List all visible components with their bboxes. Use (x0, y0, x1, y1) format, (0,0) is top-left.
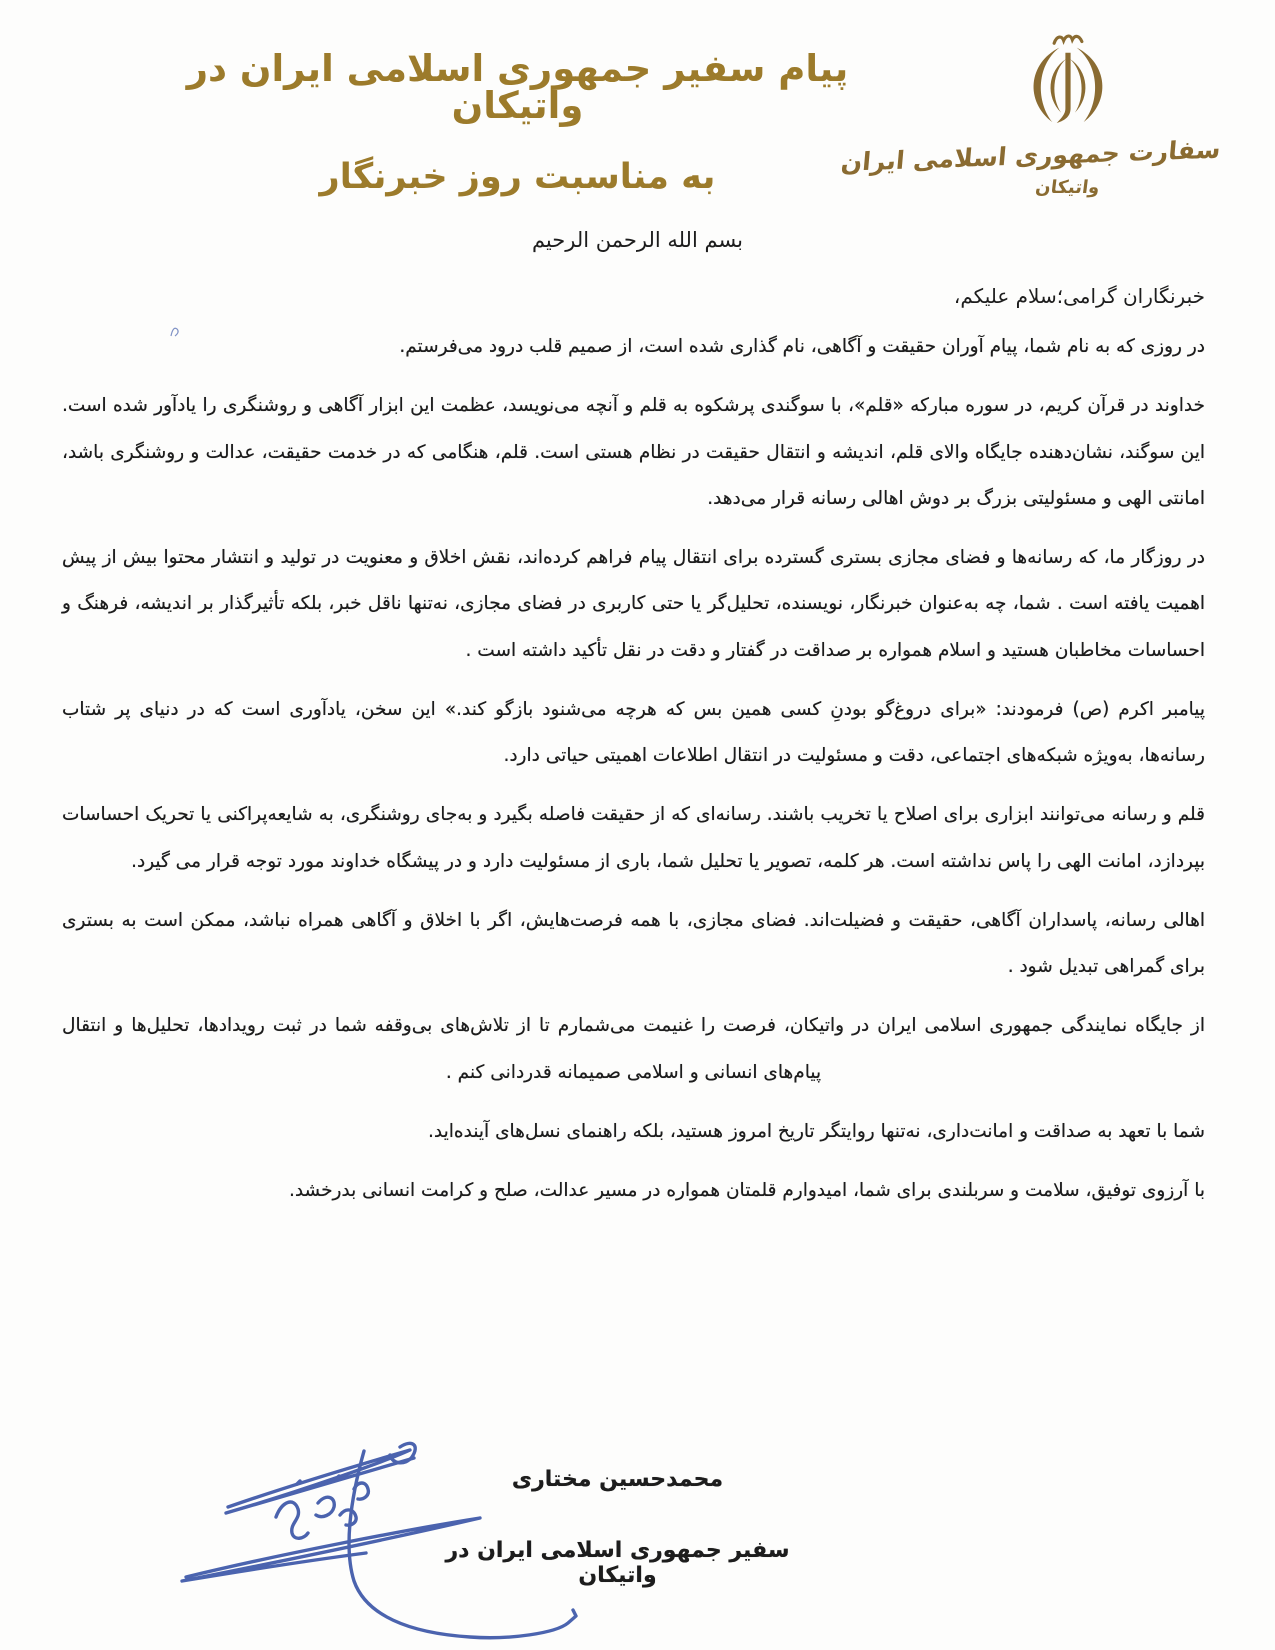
signer-name: محمدحسین مختاری (511, 1467, 724, 1492)
embassy-caption-line2: واتیکان (1034, 177, 1101, 198)
letter-paragraph: از جایگاه نمایندگی جمهوری اسلامی ایران در واتیکان، فرصت را غنیمت می‌شمارم تا از تلاش‌های بی‌وقفه شما در ثبت رویدادها، تحلیل‌ها و انتقال پیام‌های انسانی و اسلامی صمیمانه قدردانی کنم . (62, 1015, 1205, 1083)
letter-paragraph: پیامبر اکرم (ص) فرمودند: «برای دروغ‌گو بودنِ کسی همین بس که هرچه می‌شنود بازگو کند.» این سخن، یادآوری است که در دنیای پر شتاب رسانه‌ها، به‌ویژه شبکه‌های اجتماعی، دقت و مسئولیت در انتقال اطلاعات اهمیتی حیاتی دارد. (62, 698, 1205, 766)
letter-body (0, 324, 1275, 1214)
letter-paragraph: اهالی رسانه، پاسداران آگاهی، حقیقت و فضیلت‌اند. فضای مجازی، با همه فرصت‌هایش، اگر با اخلاق و آگاهی همراه نباشد، ممکن است به بستری برای گمراهی تبدیل شود . (62, 909, 1205, 977)
letter-paragraph: قلم و رسانه می‌توانند ابزاری برای اصلاح یا تخریب باشند. رسانه‌ای که از حقیقت فاصله بگیرد و به‌جای روشنگری، به شایعه‌پراکنی یا تحریک احساسات بپردازد، امانت الهی را پاس نداشته است. هر کلمه، تصویر یا تحلیل شما، باری از مسئولیت دارد و در پیشگاه خداوند مورد توجه قرار می گیرد. (62, 804, 1205, 872)
signature-block (0, 1365, 1275, 1650)
bismillah-line: بسم الله الرحمن الرحیم (531, 228, 744, 252)
signer-title: سفیر جمهوری اسلامی ایران در واتیکان (445, 1538, 790, 1588)
signer-identity (420, 1467, 815, 1588)
iran-emblem-icon (1016, 30, 1120, 138)
salutation-line: خبرنگاران گرامی؛سلام علیکم، (953, 284, 1205, 308)
ink-smudge (168, 323, 182, 341)
title-line-1: پیام سفیر جمهوری اسلامی ایران در واتیکان (186, 47, 849, 127)
letter-paragraph: خداوند در قرآن کریم، در سوره مبارکه «قلم»، با سوگندی پرشکوه به قلم و آنچه می‌نویسد، عظمت این ابزار آگاهی و روشنگری را یادآور شده است. این سوگند، نشان‌دهنده جایگاه والای قلم، اندیشه و انتقال حقیقت در نظام هستی است. قلم، هنگامی که در خدمت حقیقت، عدالت و روشنگری باشد، امانتی الهی و مسئولیتی بزرگ بر دوش اهالی رسانه قرار می‌دهد. (62, 395, 1205, 509)
title-line-2: به مناسبت روز خبرنگار (319, 157, 716, 197)
embassy-logo (839, 22, 1222, 198)
embassy-caption-line1: سفارت جمهوری اسلامی ایران (839, 134, 1222, 177)
letter-paragraph: شما با تعهد به صداقت و امانت‌داری، نه‌تنها روایتگر تاریخ امروز هستید، بلکه راهنمای نسل‌های آینده‌اید. (428, 1120, 1205, 1142)
letter-title (60, 22, 915, 195)
letter-paragraph: با آرزوی توفیق، سلامت و سربلندی برای شما، امیدوارم قلمتان همواره در مسیر عدالت، صلح و کرامت انسانی بدرخشد. (288, 1180, 1205, 1201)
letter-header (0, 0, 1275, 198)
letter-paragraph: در روزگار ما، که رسانه‌ها و فضای مجازی بستری گسترده برای انتقال پیام فراهم کرده‌اند، نقش اخلاق و معنویت در تولید و انتشار محتوا بیش از پیش اهمیت یافته است . شما، چه به‌عنوان خبرنگار، نویسنده، تحلیل‌گر یا حتی کاربری در فضای مجازی، نه‌تنها ناقل خبر، بلکه تأثیرگذار بر اندیشه، فرهنگ و احساسات مخاطبان هستید و اسلام همواره بر صداقت در گفتار و دقت در نقل تأکید داشته است . (62, 547, 1205, 661)
letter-paragraph: در روزی که به نام شما، پیام آوران حقیقت و آگاهی، نام گذاری شده است، از صمیم قلب درود می‌فرستم. (399, 336, 1205, 357)
